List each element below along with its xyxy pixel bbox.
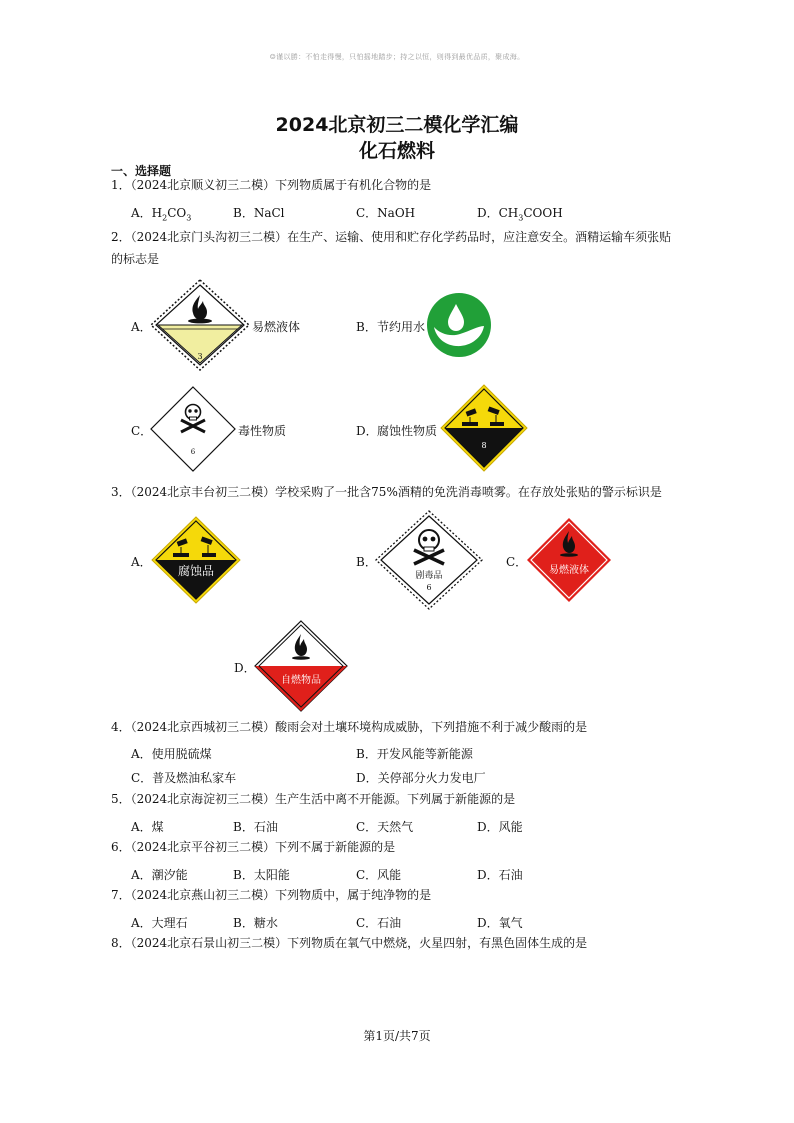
page-subtitle: 化石燃料 xyxy=(358,140,435,162)
question-5-option-c: C．天然气 xyxy=(356,820,414,834)
question-5-stem: 5．（2024北京海淀初三二模）生产生活中离不开能源。下列属于新能源的是 xyxy=(111,792,516,806)
question-3-option-c-letter: C． xyxy=(506,555,528,569)
question-2-stem-line1: 2．（2024北京门头沟初三二模）在生产、运输、使用和贮存化学药品时，应注意安全。酒精运输车须张贴 xyxy=(111,230,672,244)
question-6-stem: 6．（2024北京平谷初三二模）下列不属于新能源的是 xyxy=(111,840,396,854)
watermark: ☺谨以勝：不怕走得慢，只怕摇地踏步；持之以恒，则得到最优品质，聚成海。 xyxy=(269,53,525,61)
sign-label: 腐蚀品 xyxy=(177,564,215,578)
question-7-option-a: A．大理石 xyxy=(131,916,188,930)
question-5-option-a: A．煤 xyxy=(131,820,164,834)
question-6-option-d: D．石油 xyxy=(477,868,523,882)
question-2-option-a-letter: A． xyxy=(131,320,152,334)
section-heading: 一、选择题 xyxy=(111,164,172,178)
question-2-stem-line2: 的标志是 xyxy=(111,252,160,266)
question-2-option-c-label: 毒性物质 xyxy=(238,424,287,438)
question-5-option-d: D．风能 xyxy=(477,820,523,834)
highly-toxic-sign-icon xyxy=(375,510,483,610)
question-1-option-d: D．$CH_3COOH$ xyxy=(477,206,563,223)
question-2-option-b-label: 节约用水 xyxy=(377,320,426,334)
sign-number: 6 xyxy=(426,583,432,592)
water-saving-logo-icon xyxy=(426,292,492,358)
question-2-option-b-letter: B． xyxy=(356,320,377,334)
question-3-option-a-letter: A． xyxy=(131,555,152,569)
question-7-option-d: D．氧气 xyxy=(477,916,523,930)
question-5-option-b: B．石油 xyxy=(233,820,278,834)
sign-label: 剧毒品 xyxy=(415,571,443,581)
question-6-option-c: C．风能 xyxy=(356,868,402,882)
question-2-option-d-letter: D． xyxy=(356,424,378,438)
question-7-stem: 7．（2024北京燕山初三二模）下列物质中，属于纯净物的是 xyxy=(111,888,432,902)
question-7-option-b: B．糖水 xyxy=(233,916,278,930)
question-2-option-c-letter: C． xyxy=(131,424,153,438)
question-3-option-d-letter: D． xyxy=(234,661,256,675)
flammable-liquid-sign-icon xyxy=(150,279,250,371)
question-2-option-d-label: 腐蚀性物质 xyxy=(377,424,438,438)
question-1-stem: 1．（2024北京顺义初三二模）下列物质属于有机化合物的是 xyxy=(111,178,432,192)
question-6-option-b: B．太阳能 xyxy=(233,868,290,882)
question-4-stem: 4．（2024北京西城初三二模）酸雨会对土壤环境构成威胁，下列措施不利于减少酸雨的是 xyxy=(111,720,588,734)
question-4-option-c: C．普及燃油私家车 xyxy=(131,771,237,785)
question-3-stem: 3．（2024北京丰台初三二模）学校采购了一批含75%酒精的免洗消毒喷雾。在存放处张贴的警示标识是 xyxy=(111,485,662,499)
page-footer: 第1页/共7页 xyxy=(363,1029,431,1043)
corrosive-substance-sign-icon xyxy=(440,384,528,472)
question-4-option-a: A．使用脱硫煤 xyxy=(131,747,212,761)
sign-number: 6 xyxy=(190,448,196,456)
question-6-option-a: A．潮汐能 xyxy=(131,868,188,882)
question-1-option-c: C．NaOH xyxy=(356,206,416,220)
question-4-option-b: B．开发风能等新能源 xyxy=(356,747,473,761)
question-3-option-b-letter: B． xyxy=(356,555,377,569)
sign-label: 自燃物品 xyxy=(281,675,321,686)
question-8-stem: 8．（2024北京石景山初三二模）下列物质在氧气中燃烧，火星四射，有黑色固体生成的是 xyxy=(111,936,588,950)
toxic-substance-sign-icon xyxy=(150,386,236,472)
sign-label: 易燃液体 xyxy=(549,565,589,576)
sign-number: 8 xyxy=(481,441,487,450)
spontaneous-combustion-sign-icon xyxy=(254,620,348,712)
question-2-option-a-label: 易燃液体 xyxy=(252,320,301,334)
sign-number: 3 xyxy=(197,352,203,361)
corrosive-product-sign-icon xyxy=(151,516,241,604)
question-1-option-a: A．$H_2CO_3$ xyxy=(131,206,192,223)
page-title: 2024北京初三二模化学汇编 xyxy=(275,114,519,136)
question-7-option-c: C．石油 xyxy=(356,916,402,930)
flammable-liquid-red-sign-icon xyxy=(526,517,612,603)
question-4-option-d: D．关停部分火力发电厂 xyxy=(356,771,486,785)
question-1-option-b: B．NaCl xyxy=(233,206,285,220)
